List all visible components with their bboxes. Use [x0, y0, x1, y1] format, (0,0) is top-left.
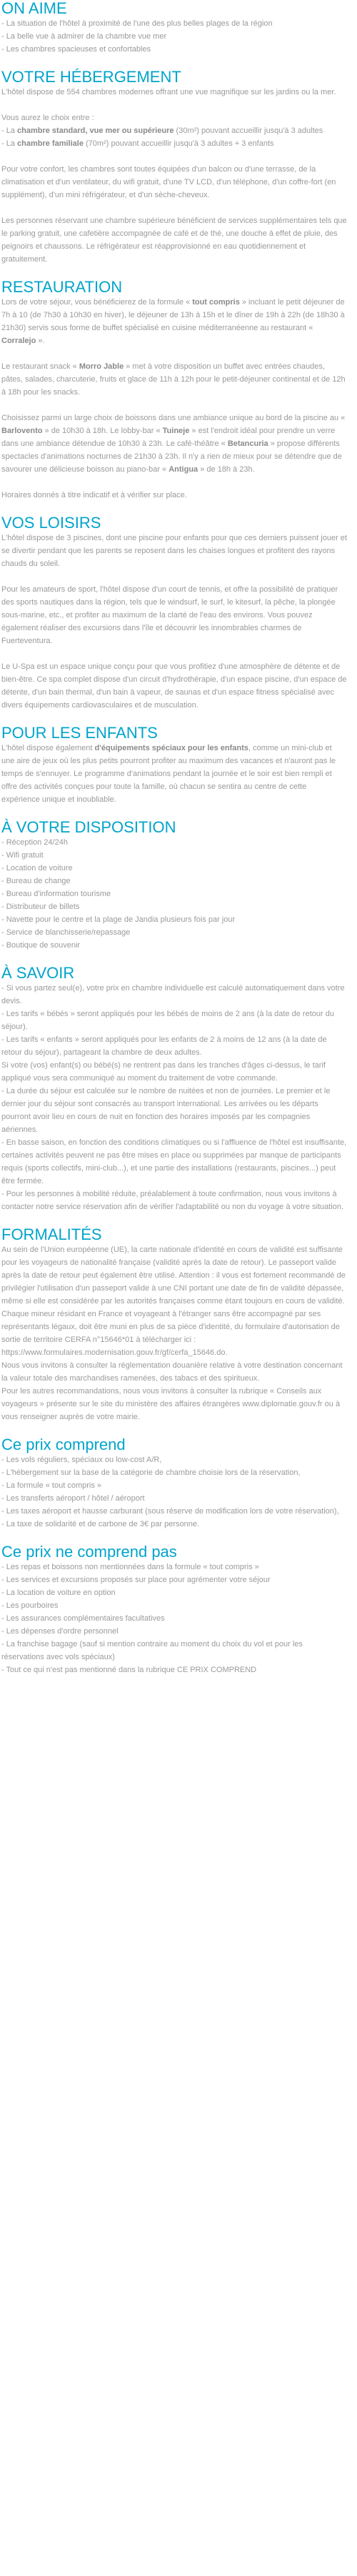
list-item: - Les transferts aéroport / hôtel / aéroport	[1, 1494, 145, 1503]
list-item: - L'hébergement sur la base de la catégorie de chambre choisie lors de la réservation,	[1, 1468, 301, 1477]
services-list	[1, 836, 347, 952]
note-line: - Les tarifs « enfants » seront appliqués pour les enfants de 2 à moins de 12 ans (à la date de retour du séjour), partageant la chambre de deux adultes.	[1, 1035, 327, 1057]
list-item: - Boutique de souvenir	[1, 941, 81, 950]
section-prix-comprend	[1, 1436, 347, 1531]
list-item: - La taxe de solidarité et de carbone de 3€ par personne.	[1, 1520, 200, 1528]
section-restauration	[1, 279, 347, 502]
bar-name: Betancuria	[227, 439, 268, 448]
list-item: - Wifi gratuit	[1, 851, 44, 860]
restaurant-name: Morro Jable	[79, 362, 124, 371]
list-item: - Location de voiture	[1, 864, 73, 872]
text: Le restaurant snack «	[1, 362, 79, 371]
room-type-family: chambre familiale	[17, 139, 84, 148]
paragraph: L'hôtel dispose de 554 chambres modernes offrant une vue magnifique sur les jardins ou la mer.	[1, 88, 336, 96]
paragraph: Horaires donnés à titre indicatif et à vérifier sur place.	[1, 491, 187, 499]
room-type-standard: chambre standard, vue mer ou supérieure	[17, 126, 174, 135]
text: (70m²) pouvant accueillir jusqu'à 3 adultes + 3 enfants	[83, 139, 274, 148]
list-item: - Réception 24/24h	[1, 838, 68, 847]
note-line: - Si vous partez seul(e), votre prix en chambre individuelle est calculé automatiquement dans votre devis.	[1, 984, 345, 1005]
restaurant-name: Corralejo	[1, 337, 36, 345]
paragraph: Pour votre confort, les chambres sont toutes équipées d'un balcon ou d'une terrasse, de la climatisation et d'un ventilateur, du wifi gratuit, d'une TV LCD, d'un téléphone, d'un coffre-fort (en supplément), d'un mini réfrigérateur, et d'un sèche-cheveux.	[1, 165, 336, 199]
section-title-on-aime: ON AIME	[1, 0, 67, 17]
room-choice-paragraph	[1, 111, 347, 150]
section-loisirs	[1, 514, 347, 712]
section-title-loisirs: VOS LOISIRS	[1, 514, 101, 532]
list-item: - Les chambres spacieuses et confortables	[1, 45, 151, 54]
list-item: - Distributeur de billets	[1, 902, 80, 911]
section-on-aime	[1, 0, 347, 56]
section-formalites	[1, 1226, 347, 1423]
section-title-prix-ne-comprend: Ce prix ne comprend pas	[1, 1543, 177, 1561]
section-hebergement	[1, 69, 347, 266]
paragraph	[1, 296, 347, 347]
formalites-text	[1, 1243, 347, 1423]
section-title-enfants: POUR LES ENFANTS	[1, 724, 158, 742]
bar-name: Tuineje	[162, 427, 190, 435]
list-item: - Navette pour le centre et la plage de Jandia plusieurs fois par jour	[1, 915, 236, 924]
list-item: - Bureau de change	[1, 877, 71, 885]
section-title-disposition: À VOTRE DISPOSITION	[1, 818, 176, 836]
bar-name: Antigua	[169, 465, 198, 474]
text: » est l'endroit idéal pour prendre un verre dans une ambiance détendue de 10h30 à 23h. Le café-théâtre «	[1, 427, 336, 448]
text: » propose différents spectacles d'animations nocturnes de 21h30 à 23h. Il n'y a rien de mieux pour se détendre que de savourer une délicieuse boisson au piano-bar «	[1, 439, 342, 474]
section-title-prix-comprend: Ce prix comprend	[1, 1436, 126, 1453]
text: Choisissez parmi un large choix de boissons dans une ambiance unique au bord de la piscine au «	[1, 414, 346, 422]
note-line: - Les tarifs « bébés » seront appliqués pour les bébés de moins de 2 ans (à la date de retour du séjour).	[1, 1010, 334, 1031]
paragraph-line: Nous vous invitons à consulter la réglementation douanière relative à votre destination concernant la valeur totale des marchandises ramenées, des tabacs et des spiritueux.	[1, 1361, 343, 1383]
paragraph: Le U-Spa est un espace unique conçu pour que vous profitiez d'une atmosphère de détente et de bien-être. Ce spa complet dispose d'un circuit d'hydrothérapie, d'un espace piscine, d'un espace de détente, d'un bain thermal, d'un bain à vapeur, de saunas et d'un espace fitness spécialisé avec divers équipements cardiovasculaires et de musculation.	[1, 662, 347, 710]
on-aime-list	[1, 17, 347, 56]
list-item: - Les repas et boissons non mentionnées dans la formule « tout compris »	[1, 1563, 259, 1571]
list-item: - Les vols réguliers, spéciaux ou low-cost A/R,	[1, 1456, 162, 1464]
bar-name: Barlovento	[1, 427, 43, 435]
text: L'hôtel dispose également	[1, 744, 95, 752]
section-disposition	[1, 819, 347, 952]
text: (30m²) pouvant accueillir jusqu'à 3 adultes	[174, 126, 323, 135]
savoir-notes	[1, 982, 347, 1213]
list-item: - Tout ce qui n'est pas mentionné dans la rubrique CE PRIX COMPREND	[1, 1666, 257, 1674]
paragraph: Les personnes réservant une chambre supérieure bénéficient de services supplémentaires tels que le parking gratuit, une cafetière accompagnée de café et de thé, une douche à effet de pluie, des peignoirs et chaussons. Le réfrigérateur est réapprovisionné en eau quotidiennement et gratuitement.	[1, 217, 347, 264]
paragraph: L'hôtel dispose de 3 piscines, dont une piscine pour enfants pour que ces derniers puissent jouer et se divertir pendant que les parents se reposent dans les chaises longues et profitent des rayons chauds du soleil.	[1, 534, 347, 568]
text: » incluant le petit déjeuner de 7h à 10 (de 7h30 à 10h30 en hiver), le déjeuner de 13h à 15h et le dîner de 19h à 22h (de 18h30 à 21h30) servis sous forme de buffet spécialisé en cuisine méditerranéenne au restaurant «	[1, 298, 345, 332]
text: - La	[1, 139, 18, 148]
section-title-restauration: RESTAURATION	[1, 278, 123, 296]
list-item: - La location de voiture en option	[1, 1588, 116, 1597]
note-line: - En basse saison, en fonction des conditions climatiques ou si l'affluence de l'hôtel est insuffisante, certaines activités peuvent ne pas être mises en place ou supprimées par manque de participants requis (sports collectifs, mini-club...), et une partie des installations (restaurants, piscines...) peut être fermée.	[1, 1138, 347, 1185]
text: » met à votre disposition un buffet avec entrées chaudes, pâtes, salades, charcuterie, fruits et glace de 11h à 12h pour le petit-déjeuner continental et de 12h à 18h pour les snacks.	[1, 362, 346, 397]
bold-text: tout compris	[192, 298, 240, 307]
note-line: - Pour les personnes à mobilité réduite, préalablement à toute confirmation, nous vous invitons à contacter notre service réservation afin de vérifier l'adaptabilité ou non du voyage à votre situation.	[1, 1190, 344, 1211]
bold-text: d'équipements spéciaux pour les enfants	[94, 744, 248, 752]
note-line: - La durée du séjour est calculée sur le nombre de nuitées et non de journées. Le premier et le dernier jour du séjour sont consacrés au transport international. Les arrivées ou les départs pourront avoir lieu en cours de nuit en fonction des horaires imposés par les compagnies aériennes.	[1, 1087, 331, 1134]
list-item: - Les taxes aéroport et hausse carburant (sous réserve de modification lors de votre réservation),	[1, 1507, 339, 1516]
list-item: - La belle vue à admirer de la chambre vue mer	[1, 32, 167, 41]
paragraph: Pour les amateurs de sport, l'hôtel dispose d'un court de tennis, et offre la possibilité de pratiquer des sports nautiques dans la région, tels que le windsurf, le surf, le kitesurf, la pêche, la plongée sous-marine, etc., et profiter au maximum de la clarté de l'eau des environs. Vous pouvez également réaliser des excursions dans l'île et découvrir les innombrables charmes de Fuerteventura.	[1, 585, 338, 645]
excluded-list	[1, 1561, 347, 1676]
list-item: - Les assurances complémentaires facultatives	[1, 1614, 165, 1623]
paragraph-line: Au sein de l'Union européenne (UE), la carte nationale d'identité en cours de validité est suffisante pour les voyageurs de nationalité française (validité après la date de retour). Le passeport valide après la date de retour peut également être utilisé. Attention : il vous est fortement recommandé de privilégier l'utilisation d'un passeport valide à une CNI portant une date de fin de validité dépassée, même si elle est considérée par les autorités françaises comme étant toujours en cours de validité. Chaque mineur résidant en France et voyageant à l'étranger sans être accompagné par ses représentants légaux, doit être muni en plus de sa pièce d'identité, du formulaire d'autorisation de sortie de territoire CERFA n°15646*01 à télécharger ici : https://www.formulaires.modernisation.gouv.fr/gf/cerfa_15646.do.	[1, 1245, 346, 1357]
paragraph	[1, 360, 347, 399]
list-item: - Service de blanchisserie/repassage	[1, 928, 131, 937]
paragraph	[1, 412, 347, 476]
list-item: - Les services et excursions proposés sur place pour agrémenter votre séjour	[1, 1576, 271, 1584]
included-list	[1, 1453, 347, 1531]
paragraph-line: Vous aurez le choix entre :	[1, 114, 94, 122]
text: - La	[1, 126, 18, 135]
section-title-savoir: À SAVOIR	[1, 964, 75, 982]
section-title-hebergement: VOTRE HÉBERGEMENT	[1, 68, 181, 86]
list-item: - La franchise bagage (sauf si mention contraire au moment du choix du vol et pour les réservations avec vols spéciaux)	[1, 1640, 303, 1661]
section-prix-ne-comprend	[1, 1543, 347, 1676]
paragraph	[1, 742, 347, 806]
list-item: - La situation de l'hôtel à proximité de l'une des plus belles plages de la région	[1, 19, 273, 28]
text: ».	[36, 337, 45, 345]
note-line: Si votre (vos) enfant(s) ou bébé(s) ne rentrent pas dans les tranches d'âges ci-dessus, le tarif appliqué vous sera communiqué au moment du traitement de votre commande.	[1, 1061, 326, 1083]
paragraph-line: Pour les autres recommandations, nous vous invitons à consulter la rubrique « Conseils aux voyageurs » présente sur le site du ministère des affaires étrangères www.diplomatie.gouv.fr ou à vous renseigner auprès de votre mairie.	[1, 1387, 341, 1421]
text: » de 18h à 23h.	[198, 465, 255, 474]
text: Lors de votre séjour, vous bénéficierez de la formule «	[1, 298, 193, 307]
text: , comme un mini-club et une aire de jeux où les plus petits pourront profiter au maximum des vacances et n'auront pas le temps de s'ennuyer. Le programme d'animations pendant la journée et le soir est bien rempli et offre des activités conçues pour toute la famille, où chacun se sentira au centre de cette expérience unique et inoubliable.	[1, 744, 336, 804]
list-item: - La formule « tout compris »	[1, 1481, 102, 1490]
section-title-formalites: FORMALITÉS	[1, 1225, 102, 1243]
section-enfants	[1, 725, 347, 806]
list-item: - Bureau d'information tourisme	[1, 890, 111, 898]
list-item: - Les pourboires	[1, 1601, 59, 1610]
list-item: - Les dépenses d'ordre personnel	[1, 1627, 119, 1636]
section-savoir	[1, 965, 347, 1213]
text: » de 10h30 à 18h. Le lobby-bar «	[42, 427, 163, 435]
